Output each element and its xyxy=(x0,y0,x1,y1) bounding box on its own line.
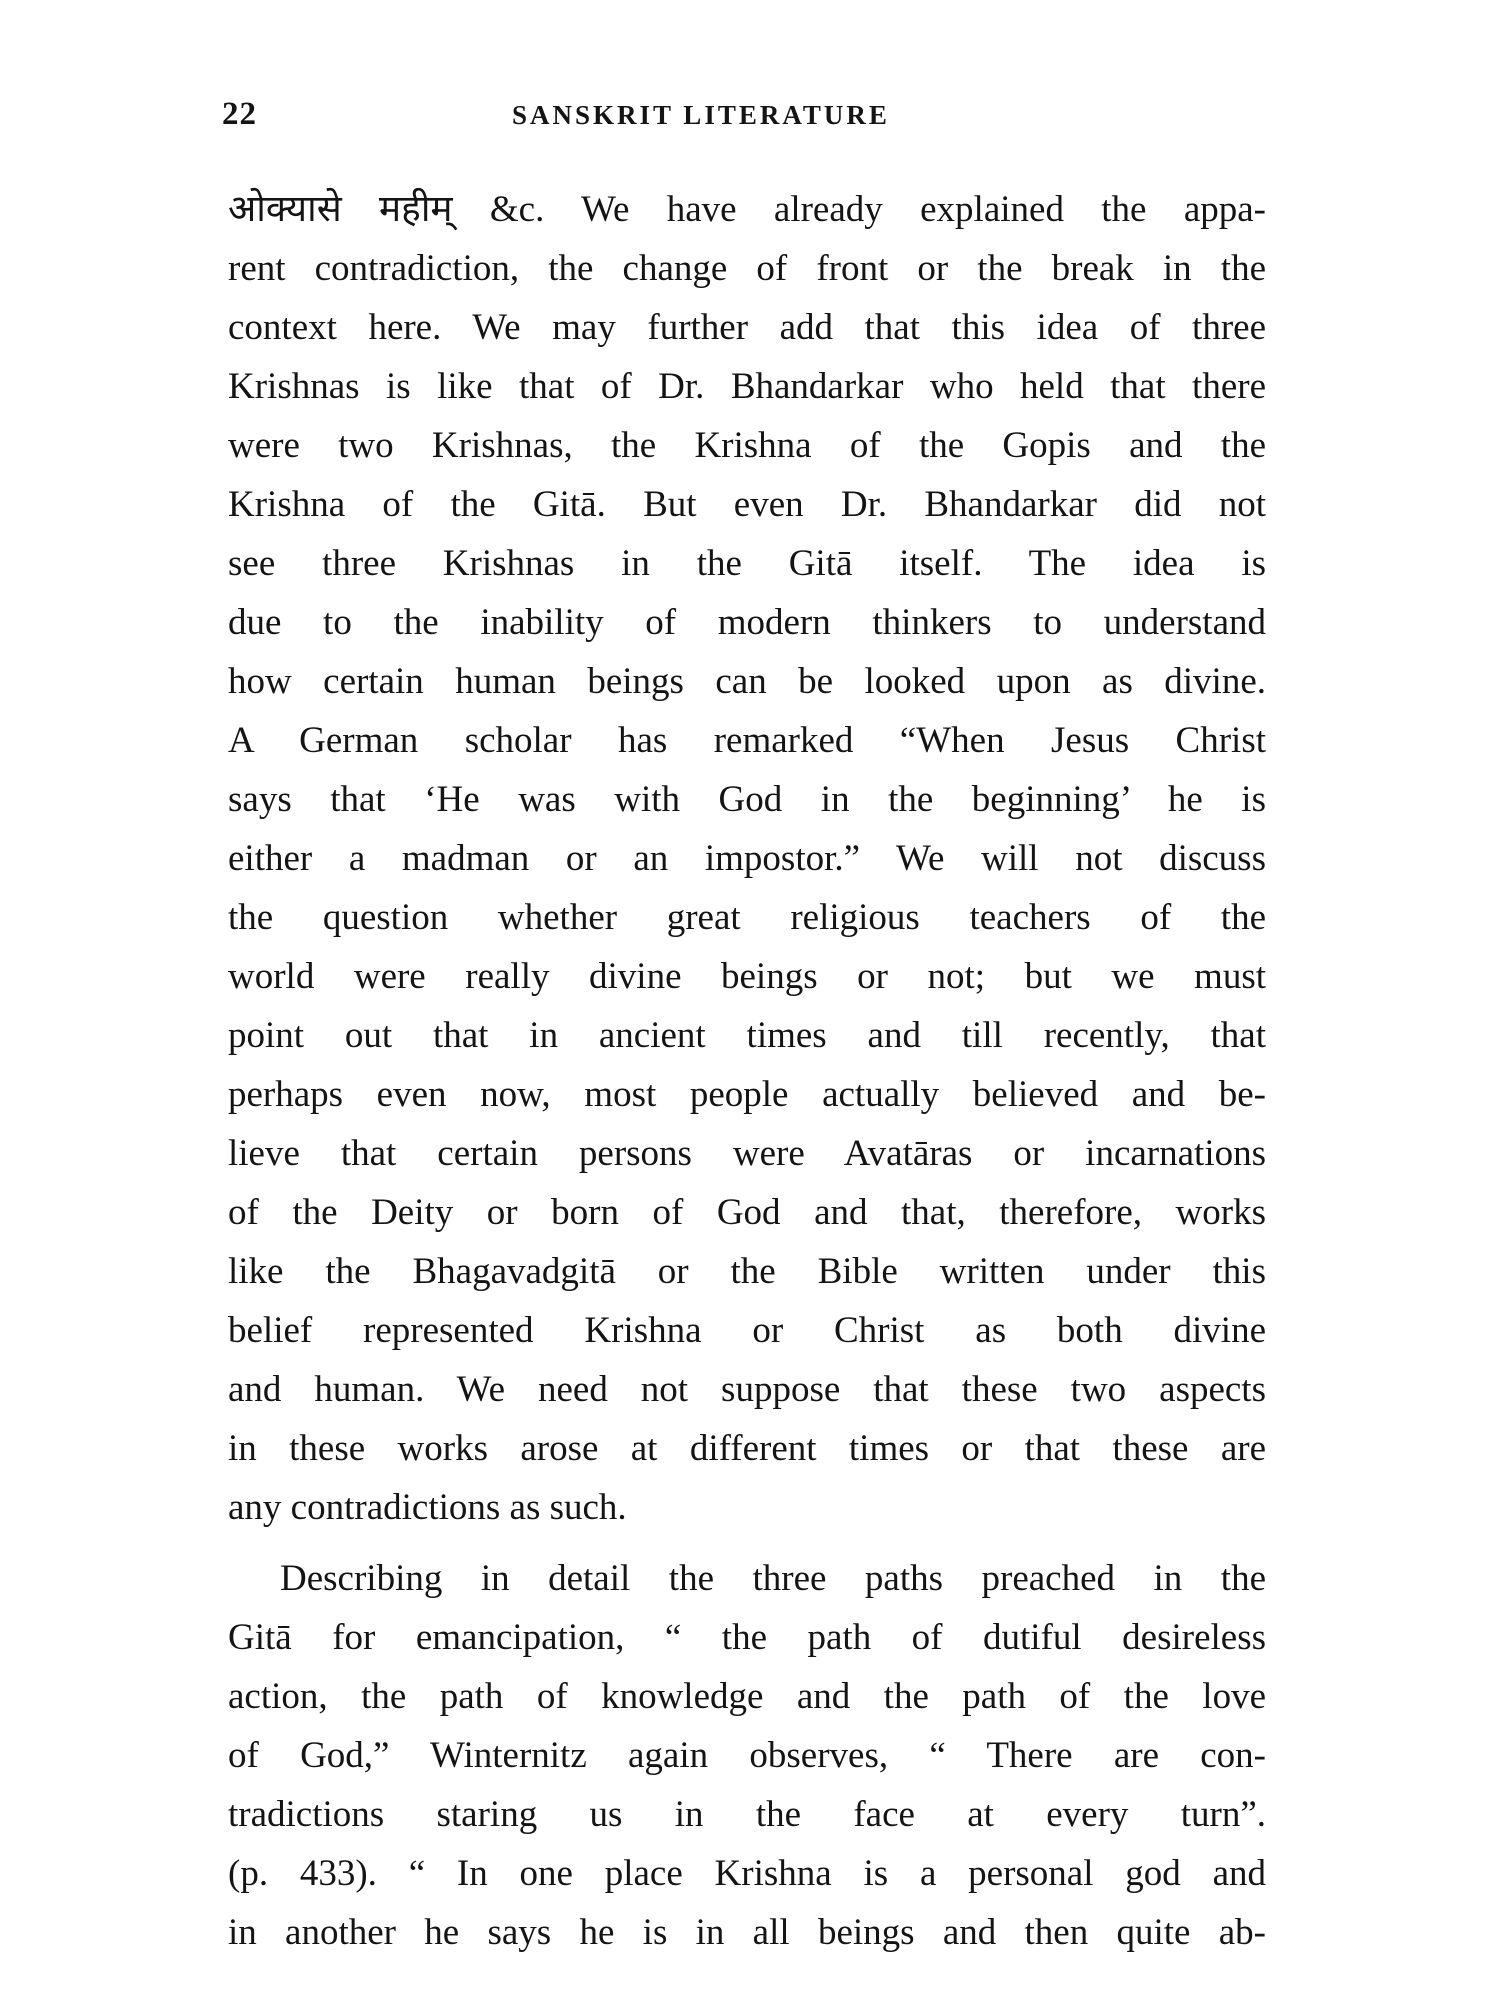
text-line: context here. We may further add that this idea of three xyxy=(228,307,1266,348)
text-line: action, the path of knowledge and the path of the love xyxy=(228,1676,1266,1717)
text-line: belief represented Krishna or Christ as both divine xyxy=(228,1310,1266,1351)
text-line: due to the inability of modern thinkers to understand xyxy=(228,602,1266,643)
text-line: Describing in detail the three paths preached in the xyxy=(280,1558,1266,1599)
body-text xyxy=(228,180,1266,1962)
running-title: SANSKRIT LITERATURE xyxy=(512,100,890,130)
text-line: Krishnas is like that of Dr. Bhandarkar who held that there xyxy=(228,366,1266,407)
paragraph-2 xyxy=(228,1549,1266,1962)
text-line: any contradictions as such. xyxy=(228,1487,627,1528)
text-line: lieve that certain persons were Avatāras or incarnations xyxy=(228,1133,1266,1174)
page-number: 22 xyxy=(222,96,257,132)
text-line: in these works arose at different times or that these are xyxy=(228,1428,1266,1469)
text-line: like the Bhagavadgitā or the Bible written under this xyxy=(228,1251,1266,1292)
text-line: were two Krishnas, the Krishna of the Gopis and the xyxy=(228,425,1266,466)
text-line: see three Krishnas in the Gitā itself. The idea is xyxy=(228,543,1266,584)
text-line: ओक्यासे महीम् &c. We have already explained the appa- xyxy=(228,189,1266,230)
text-line: tradictions staring us in the face at every turn”. xyxy=(228,1794,1266,1835)
text-line: world were really divine beings or not; but we must xyxy=(228,956,1266,997)
text-line: of God,” Winternitz again observes, “ There are con- xyxy=(228,1735,1266,1776)
paragraph-gap xyxy=(228,1537,1266,1549)
text-line: of the Deity or born of God and that, therefore, works xyxy=(228,1192,1266,1233)
text-line: either a madman or an impostor.” We will not discuss xyxy=(228,838,1266,879)
text-line: and human. We need not suppose that these two aspects xyxy=(228,1369,1266,1410)
text-line: the question whether great religious teachers of the xyxy=(228,897,1266,938)
running-head xyxy=(222,96,1262,136)
text-line: point out that in ancient times and till recently, that xyxy=(228,1015,1266,1056)
text-line: perhaps even now, most people actually believed and be- xyxy=(228,1074,1266,1115)
text-line: A German scholar has remarked “When Jesus Christ xyxy=(228,720,1266,761)
text-line: how certain human beings can be looked upon as divine. xyxy=(228,661,1266,702)
text-line: (p. 433). “ In one place Krishna is a personal god and xyxy=(228,1853,1266,1894)
text-line: Gitā for emancipation, “ the path of dutiful desireless xyxy=(228,1617,1266,1658)
text-line: Krishna of the Gitā. But even Dr. Bhandarkar did not xyxy=(228,484,1266,525)
text-line: says that ‘He was with God in the beginning’ he is xyxy=(228,779,1266,820)
text-line: in another he says he is in all beings and then quite ab- xyxy=(228,1912,1266,1953)
text-line: rent contradiction, the change of front or the break in the xyxy=(228,248,1266,289)
paragraph-1 xyxy=(228,180,1266,1537)
